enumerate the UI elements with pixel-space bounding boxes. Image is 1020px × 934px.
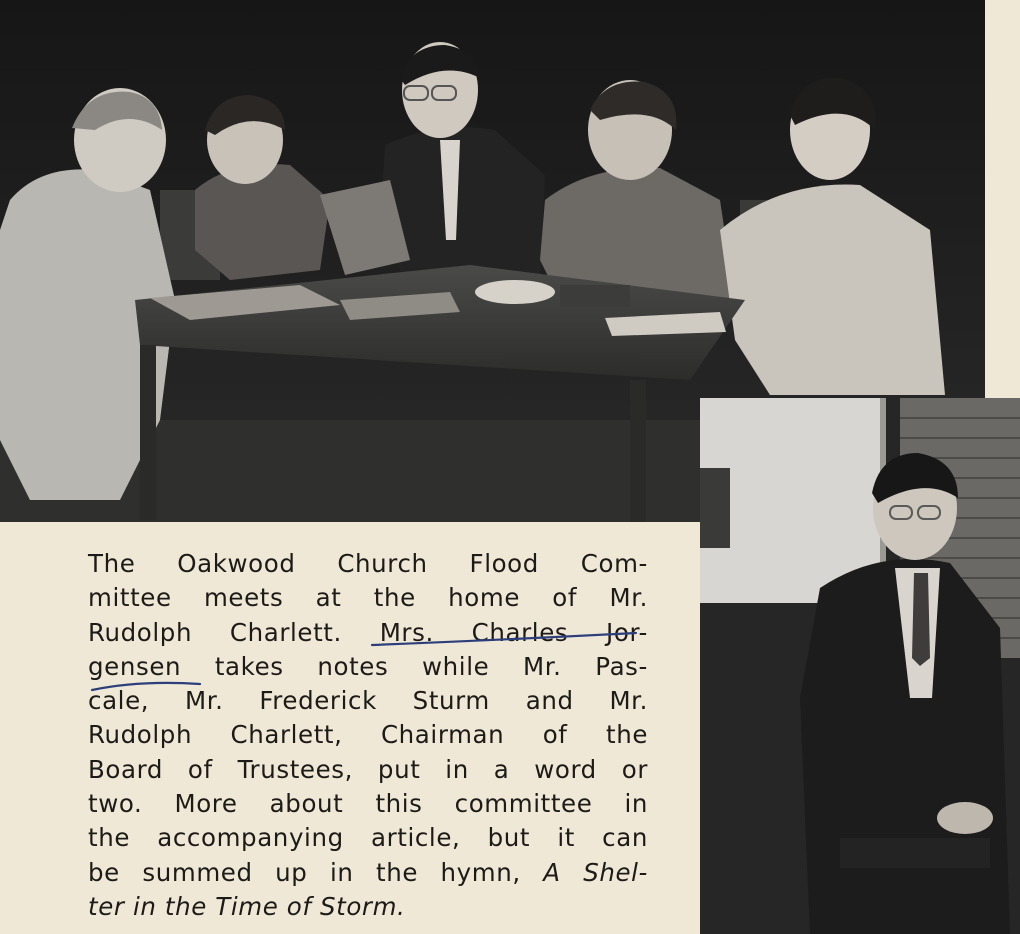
page-margin bbox=[985, 0, 1020, 398]
hymn-title-cont: ter in the Time of Storm. bbox=[88, 891, 406, 921]
man-portrait-photo bbox=[700, 398, 1020, 934]
photo-caption bbox=[88, 547, 648, 924]
hymn-title: A Shel- bbox=[543, 857, 648, 887]
caption-text: be summed up in the hymn, bbox=[88, 857, 521, 887]
caption-line: Rudolph Charlett, Chairman of the bbox=[88, 720, 648, 750]
caption-line: two. More about this committee in bbox=[88, 789, 648, 819]
caption-line: gensen takes notes while Mr. Pas- bbox=[88, 651, 648, 681]
caption-line: mittee meets at the home of Mr. bbox=[88, 583, 648, 613]
man-portrait-photo-graphic bbox=[700, 398, 1020, 934]
caption-line: Board of Trustees, put in a word or bbox=[88, 754, 648, 784]
caption-line bbox=[88, 890, 648, 924]
caption-line: The Oakwood Church Flood Com- bbox=[88, 549, 648, 578]
caption-line: cale, Mr. Frederick Sturm and Mr. bbox=[88, 686, 648, 716]
caption-line: Rudolph Charlett. Mrs. Charles Jor- bbox=[88, 617, 648, 647]
caption-line bbox=[88, 856, 648, 890]
caption-line: the accompanying article, but it can bbox=[88, 823, 648, 853]
